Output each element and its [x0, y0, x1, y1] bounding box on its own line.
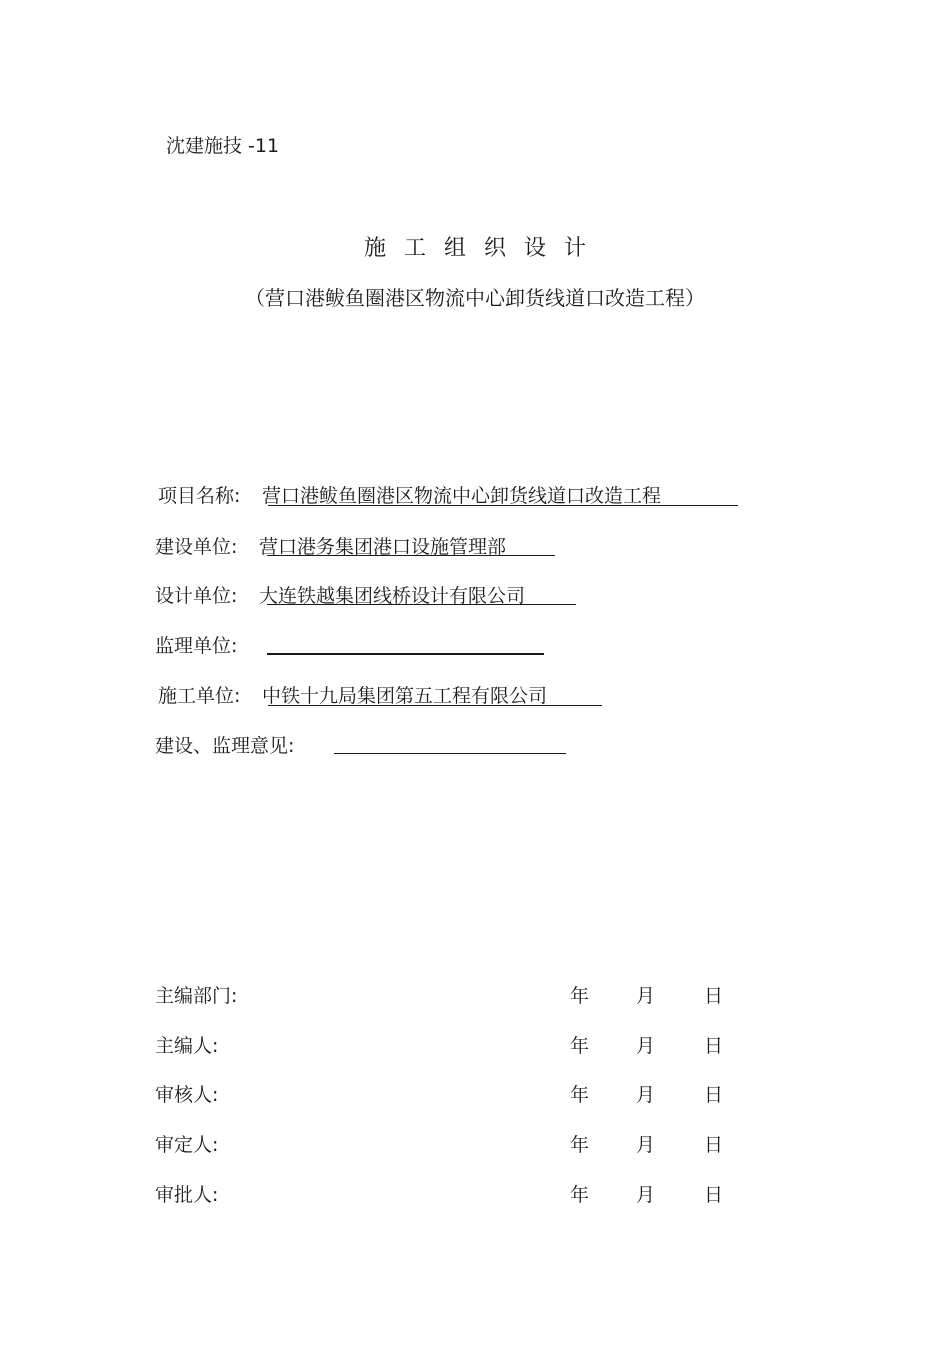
document-subtitle: （营口港鲅鱼圈港区物流中心卸货线道口改造工程） — [245, 286, 705, 310]
signoff-day: 日 — [704, 985, 724, 1007]
document-title: 施工组织设计 — [363, 236, 604, 261]
signoff-month: 月 — [636, 1035, 656, 1057]
signoff-year: 年 — [570, 1134, 590, 1156]
designer-underline — [267, 604, 576, 605]
designer-label: 设计单位: — [155, 585, 238, 607]
opinion-underline — [334, 753, 566, 754]
builder-label: 建设单位: — [155, 536, 238, 558]
signoff-month: 月 — [636, 985, 656, 1007]
signoff-day: 日 — [704, 1035, 724, 1057]
signoff-year: 年 — [570, 1184, 590, 1206]
opinion-label: 建设、监理意见: — [155, 735, 295, 757]
signoff-day: 日 — [704, 1084, 724, 1106]
signoff-year: 年 — [570, 1035, 590, 1057]
project-name-value: 营口港鲅鱼圈港区物流中心卸货线道口改造工程 — [262, 485, 662, 507]
signoff-month: 月 — [636, 1184, 656, 1206]
document-code: 沈建施技 -11 — [166, 135, 280, 157]
supervisor-label: 监理单位: — [155, 635, 238, 657]
contractor-label: 施工单位: — [158, 685, 241, 707]
signoff-row-label: 审定人: — [155, 1134, 219, 1156]
builder-value: 营口港务集团港口设施管理部 — [259, 536, 507, 558]
project-name-label: 项目名称: — [158, 485, 241, 507]
signoff-day: 日 — [704, 1184, 724, 1206]
signoff-row-label: 主编部门: — [155, 985, 238, 1007]
signoff-month: 月 — [636, 1084, 656, 1106]
contractor-underline — [268, 705, 602, 706]
signoff-row-label: 审批人: — [155, 1184, 219, 1206]
signoff-day: 日 — [704, 1134, 724, 1156]
signoff-month: 月 — [636, 1134, 656, 1156]
supervisor-underline — [267, 653, 544, 655]
contractor-value: 中铁十九局集团第五工程有限公司 — [262, 685, 548, 707]
designer-value: 大连铁越集团线桥设计有限公司 — [259, 585, 526, 607]
signoff-row-label: 审核人: — [155, 1084, 219, 1106]
signoff-row-label: 主编人: — [155, 1035, 219, 1057]
signoff-year: 年 — [570, 985, 590, 1007]
signoff-year: 年 — [570, 1084, 590, 1106]
builder-underline — [267, 555, 555, 556]
project-name-underline — [268, 505, 738, 506]
